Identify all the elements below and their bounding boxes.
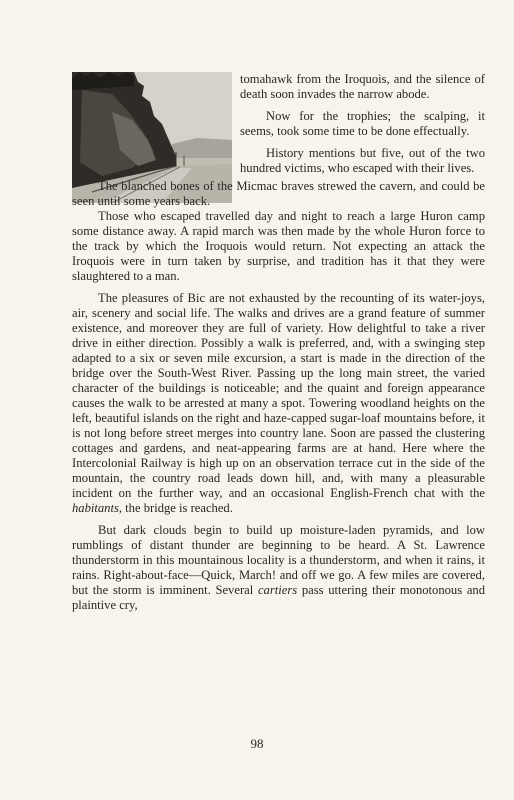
italic-term: habitants, [72, 501, 123, 515]
paragraph: tomahawk from the Iroquois, and the silence of death soon invades the narrow abode. [240, 72, 485, 101]
paragraph: The blanched bones of the Micmac braves strewed the cavern, and could be seen until some years back. [72, 179, 485, 208]
paragraph: Those who escaped travelled day and night to reach a large Huron camp some distance away. A rapid march was then made by the whole Huron force to the track by which the Iroquois would return. Not expecting an attack the Iroquois were in turn taken by surprise, and tradition has it that they were slaughtered to a man. [72, 209, 485, 283]
page-number: 98 [250, 736, 264, 751]
paragraph-text: the bridge is reached. [122, 501, 233, 515]
paragraph: Now for the trophies; the scalping, it seems, took some time to be done effectually. [240, 109, 485, 138]
paragraph: History mentions but five, out of the two hundred victims, who escaped with their lives. [240, 146, 485, 175]
body-text [72, 72, 485, 613]
paragraph [72, 523, 485, 613]
italic-term: cartiers [257, 583, 298, 597]
paragraph-text: The pleasures of Bic are not exhausted by the recounting of its water-joys, air, scenery and social life. The walks and drives are a grand feature of summer existence, and moreover they are full of variety. How delightful to take a river drive in either direction. Possibly a walk is preferred, and, with a swinging step adapted to a six or seven mile excursion, a start is made in the direction of the bridge over the South-West River. Passing up the long main street, the varied character of the buildings is noticeable; and the quaint and foreign appearance causes the walk to be arrested at many a spot. Towering woodland heights on the left, beautiful islands on the right and haze-capped sugar-loaf mountains before, it is not long before street merges into country lane. Soon are passed the clustering cottages and gardens, and neat-appearing farms are at hand. Here where the Intercolonial Railway is high up on an observation terrace cut in the side of the mountain, the country road leads down hill, and, with many a pleasurable incident on the further way, and an occasional English-French chat with the [72, 291, 485, 500]
paragraph [72, 291, 485, 516]
wrapped-text-block [240, 72, 485, 176]
paragraph-text: pass uttering their monotonous and plaintive cry, [72, 583, 486, 612]
paragraph-text: But dark clouds begin to build up moisture-laden pyramids, and low rumblings of distant thunder are beginning to be heard. A St. Lawrence thunderstorm in this mountainous locality is a thunderstorm, and when it rains, it rains. Right-about-face—Quick, March! and off we go. A few miles are covered, but the storm is imminent. Several [72, 523, 485, 597]
